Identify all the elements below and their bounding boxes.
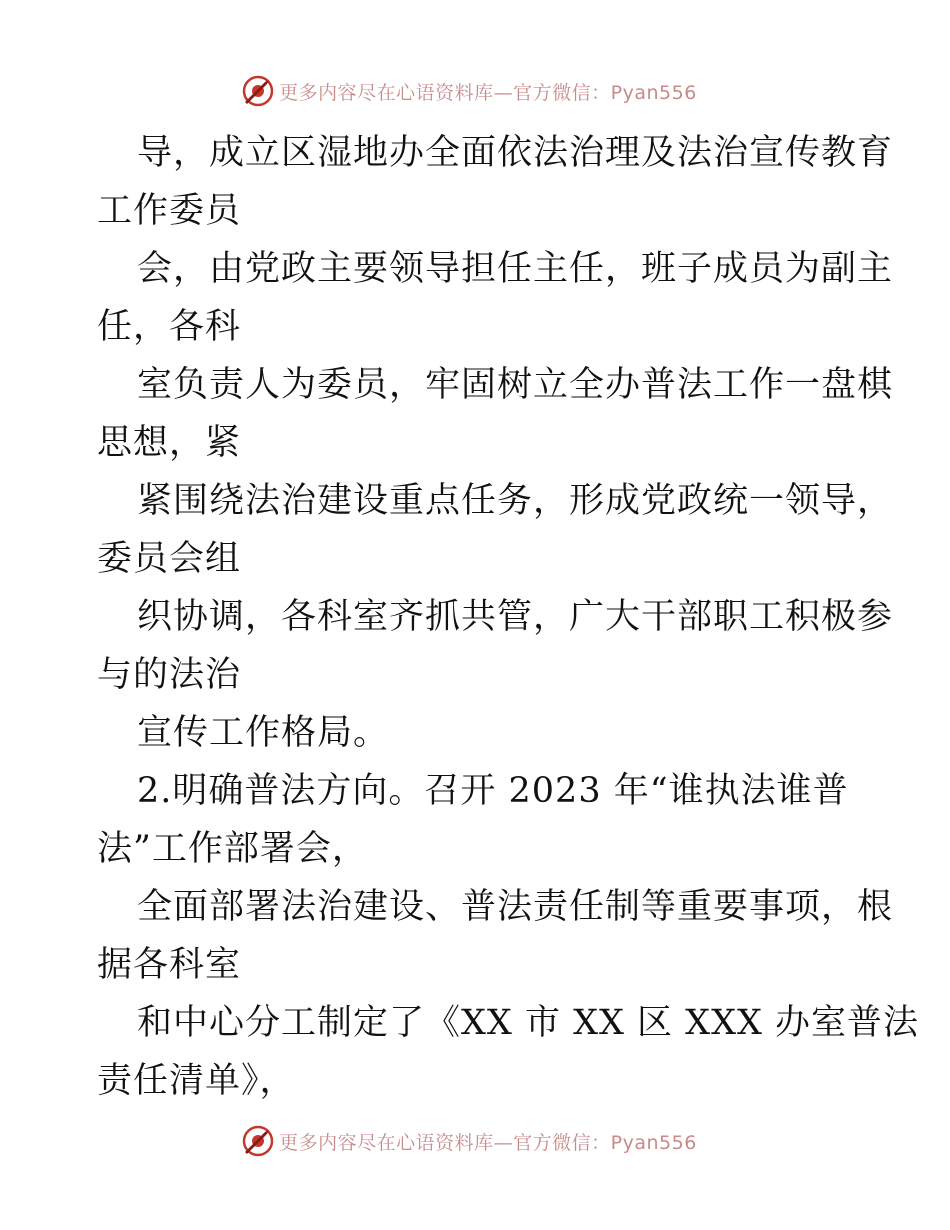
text-line: 织协调，各科室齐抓共管，广大干部职工积极参	[137, 597, 894, 637]
logo-icon	[241, 1124, 275, 1158]
text-line: 导，成立区湿地办全面依法治理及法治宣传教育	[137, 133, 894, 173]
text-line: 和中心分工制定了《XX 市 XX 区 XXX 办室普法	[137, 1003, 920, 1043]
text-line: 与的法治	[97, 655, 242, 695]
header-watermark	[0, 71, 950, 111]
text-line: 任，各科	[97, 307, 242, 347]
watermark-handle: Pyan556	[610, 1131, 697, 1154]
text-line: 委员会组	[97, 539, 242, 579]
text-line: 全面部署法治建设、普法责任制等重要事项，根	[137, 887, 894, 927]
text-line: 工作委员	[97, 191, 242, 231]
text-line: 会，由党政主要领导担任主任，班子成员为副主	[137, 249, 894, 289]
watermark-text: 更多内容尽在心语资料库—官方微信：Pyan556	[279, 81, 697, 104]
text-line: 法”工作部署会，	[97, 829, 368, 869]
text-line: 紧围绕法治建设重点任务，形成党政统一领导，	[137, 481, 894, 521]
document-body	[97, 124, 920, 1110]
watermark-text: 更多内容尽在心语资料库—官方微信：Pyan556	[279, 1131, 697, 1154]
footer-watermark	[0, 1121, 950, 1161]
logo-icon	[241, 74, 275, 108]
text-line: 室负责人为委员，牢固树立全办普法工作一盘棋	[137, 365, 894, 405]
text-line: 2.明确普法方向。召开 2023 年“谁执法谁普	[137, 771, 849, 811]
text-line: 责任清单》，	[97, 1061, 296, 1101]
text-line: 宣传工作格局。	[137, 713, 390, 753]
watermark-handle: Pyan556	[610, 81, 697, 104]
text-line: 据各科室	[97, 945, 242, 985]
text-line: 思想，紧	[97, 423, 242, 463]
